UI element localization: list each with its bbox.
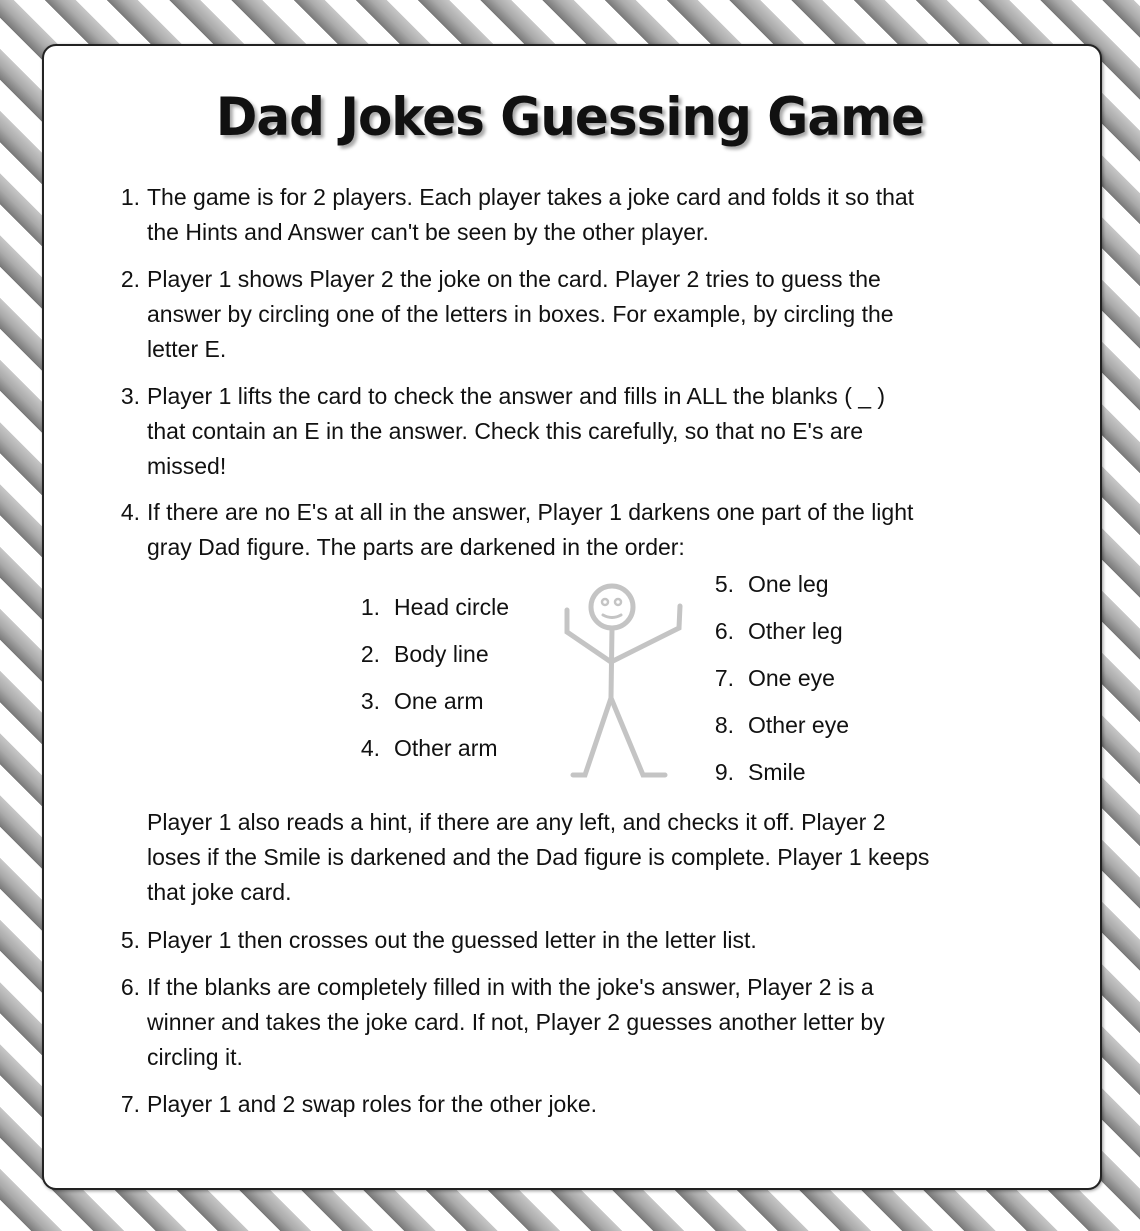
order-label: Other eye: [748, 712, 849, 738]
step-text-line: If there are no E's at all in the answer, Player 1 darkens one part of the light: [147, 499, 914, 525]
step-text-line: gray Dad figure. The parts are darkened in the order:: [147, 534, 685, 560]
step-number: 5.: [120, 927, 140, 953]
order-number: 6.: [714, 618, 734, 644]
order-label: Other leg: [748, 618, 843, 644]
step-text-line: Player 1 shows Player 2 the joke on the card. Player 2 tries to guess the: [147, 266, 881, 292]
order-label: One eye: [748, 665, 835, 691]
order-label: Other arm: [394, 735, 498, 761]
order-number: 7.: [714, 665, 734, 691]
step-text-line: winner and takes the joke card. If not, Player 2 guesses another letter by: [147, 1009, 885, 1035]
order-item: [706, 749, 849, 796]
page-title: Dad Jokes Guessing Game: [215, 86, 925, 148]
step-number: 2.: [120, 266, 140, 292]
step-text-line: The game is for 2 players. Each player takes a joke card and folds it so that: [147, 184, 915, 210]
step-text-line: letter E.: [147, 336, 227, 362]
step-text-line: missed!: [147, 453, 227, 479]
order-item: [352, 584, 509, 631]
order-item: [706, 702, 849, 749]
step-text-line: Player 1 and 2 swap roles for the other joke.: [147, 1091, 598, 1117]
order-number: 2.: [360, 641, 380, 667]
step-number: 7.: [120, 1091, 140, 1117]
step-text-line: answer by circling one of the letters in boxes. For example, by circling the: [147, 301, 894, 327]
order-number: 9.: [714, 759, 734, 785]
order-number: 3.: [360, 688, 380, 714]
order-label: Body line: [394, 641, 489, 667]
step-number: 4.: [120, 499, 140, 525]
order-number: 1.: [360, 594, 380, 620]
step-text-line: Player 1 then crosses out the guessed letter in the letter list.: [147, 927, 757, 953]
step-text-line: circling it.: [147, 1044, 243, 1070]
order-item: [706, 608, 849, 655]
followup-line: Player 1 also reads a hint, if there are any left, and checks it off. Player 2: [147, 809, 886, 835]
step-text-line: that contain an E in the answer. Check this carefully, so that no E's are: [147, 418, 864, 444]
followup-line: loses if the Smile is darkened and the Dad figure is complete. Player 1 keeps: [147, 844, 930, 870]
order-label: Smile: [748, 759, 806, 785]
step-4-followup: [147, 805, 929, 910]
step-number: 1.: [120, 184, 140, 210]
order-item: [352, 631, 509, 678]
order-label: One leg: [748, 571, 829, 597]
order-label: Head circle: [394, 594, 510, 620]
step-number: 6.: [120, 974, 140, 1000]
order-number: 8.: [714, 712, 734, 738]
order-item: [352, 725, 509, 772]
order-item: [706, 655, 849, 702]
dad-stick-figure: [555, 570, 695, 785]
step-text-line: If the blanks are completely filled in with the joke's answer, Player 2 is a: [147, 974, 874, 1000]
step-text-line: the Hints and Answer can't be seen by the other player.: [147, 219, 709, 245]
step-number: 3.: [120, 383, 140, 409]
order-item: [352, 678, 509, 725]
order-list-right: [706, 561, 849, 796]
order-label: One arm: [394, 688, 484, 714]
order-list-left: [352, 584, 509, 772]
step-text-line: Player 1 lifts the card to check the answer and fills in ALL the blanks ( _ ): [147, 383, 886, 409]
followup-line: that joke card.: [147, 879, 292, 905]
order-item: [706, 561, 849, 608]
order-number: 4.: [360, 735, 380, 761]
order-number: 5.: [714, 571, 734, 597]
